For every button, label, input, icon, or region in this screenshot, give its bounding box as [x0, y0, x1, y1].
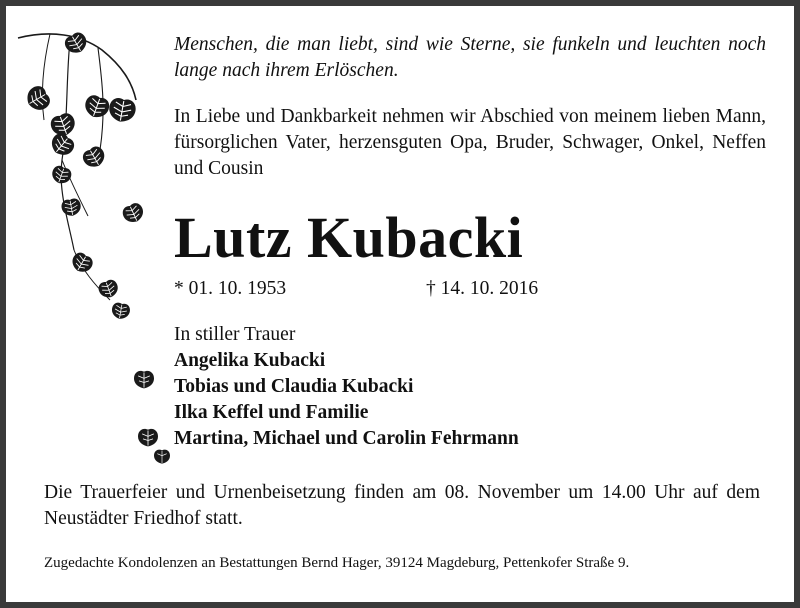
- birch-branch-icon: [10, 20, 160, 320]
- funeral-info: Die Trauerfeier und Urnenbeisetzung finden am 08. November um 14.00 Uhr auf dem Neustädter Friedhof statt.: [44, 482, 760, 529]
- small-leaf-icon: [134, 366, 154, 394]
- mourners-block: [174, 322, 519, 452]
- farewell-text: In Liebe und Dankbarkeit nehmen wir Abschied von meinem lieben Mann, fürsorglichen Vater, herzensguten Opa, Bruder, Schwager, Onkel, Neffen und Cousin: [174, 106, 766, 179]
- deceased-name: Lutz Kubacki: [174, 205, 524, 270]
- condolences-address: Zugedachte Kondolenzen an Bestattungen Bernd Hager, 39124 Magdeburg, Pettenkofer Straße 9.: [44, 555, 630, 571]
- mourner-name: Angelika Kubacki: [174, 350, 326, 371]
- small-leaf-icon: [154, 446, 170, 468]
- mourner-name: Martina, Michael und Carolin Fehrmann: [174, 428, 519, 449]
- mourner-name: Ilka Keffel und Familie: [174, 402, 369, 423]
- obituary-card: [6, 6, 794, 602]
- memorial-quote: Menschen, die man liebt, sind wie Sterne, sie funkeln und leuchten noch lange nach ihrem Erlöschen.: [174, 34, 766, 81]
- death-date: † 14. 10. 2016: [426, 278, 539, 299]
- mourner-name: Tobias und Claudia Kubacki: [174, 376, 414, 397]
- mourning-intro: In stiller Trauer: [174, 324, 296, 345]
- birth-date: * 01. 10. 1953: [174, 278, 287, 299]
